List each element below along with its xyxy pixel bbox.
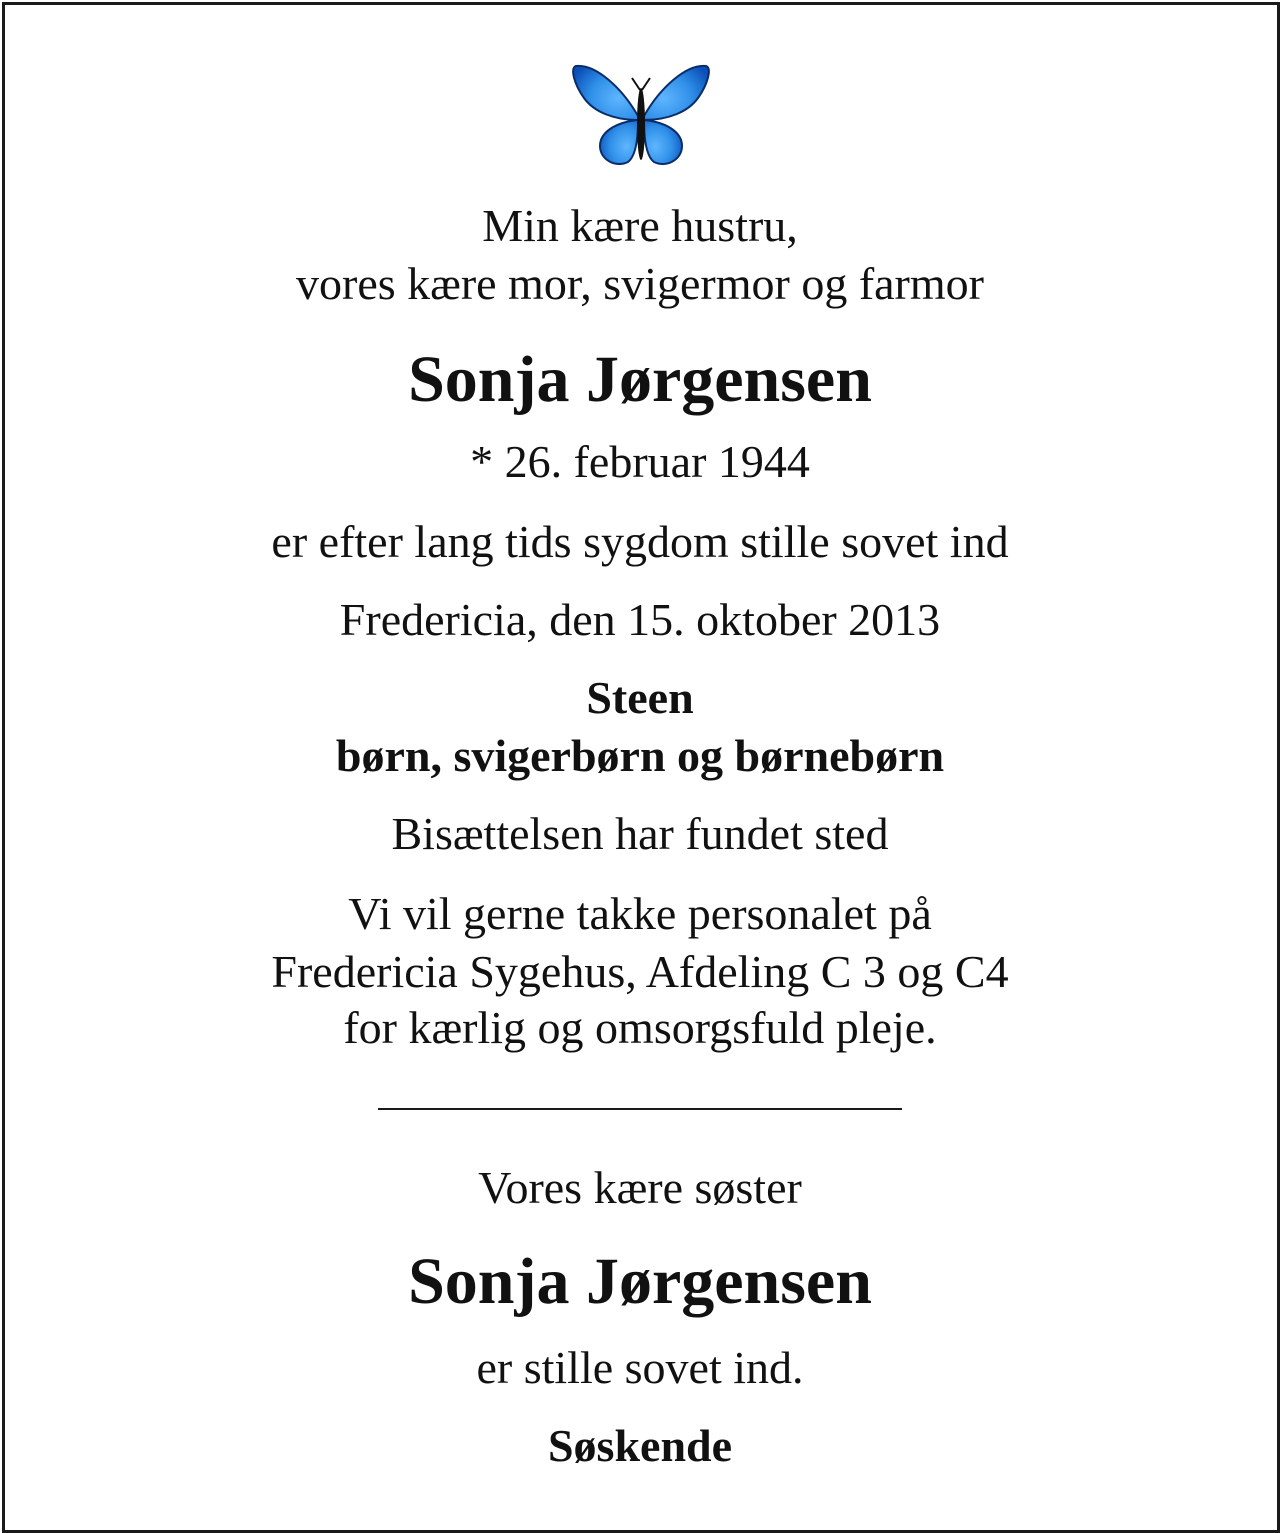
- deceased-name-2: Sonja Jørgensen: [408, 1245, 872, 1318]
- passing-text: er efter lang tids sygdom stille sovet ind: [271, 516, 1009, 567]
- thanks-line-1: Vi vil gerne takke personalet på: [348, 888, 932, 939]
- intro-line-1: Min kære hustru,: [482, 200, 798, 251]
- place-and-date: Fredericia, den 15. oktober 2013: [339, 594, 941, 645]
- sibling-passing-text: er stille sovet ind.: [476, 1342, 804, 1393]
- signature-family: børn, svigerbørn og børnebørn: [335, 730, 945, 781]
- signature-siblings: Søskende: [547, 1420, 733, 1471]
- butterfly-icon: [570, 58, 712, 170]
- signature-spouse: Steen: [586, 672, 694, 723]
- thanks-line-2: Fredericia Sygehus, Afdeling C 3 og C4: [271, 946, 1009, 997]
- section-divider: [378, 1108, 902, 1110]
- deceased-name: Sonja Jørgensen: [408, 343, 872, 416]
- birth-date: * 26. februar 1944: [470, 436, 810, 487]
- sibling-intro: Vores kære søster: [478, 1162, 802, 1213]
- intro-line-2: vores kære mor, svigermor og farmor: [296, 258, 984, 309]
- funeral-note: Bisættelsen har fundet sted: [391, 808, 889, 859]
- thanks-line-3: for kærlig og omsorgsfuld pleje.: [343, 1002, 937, 1053]
